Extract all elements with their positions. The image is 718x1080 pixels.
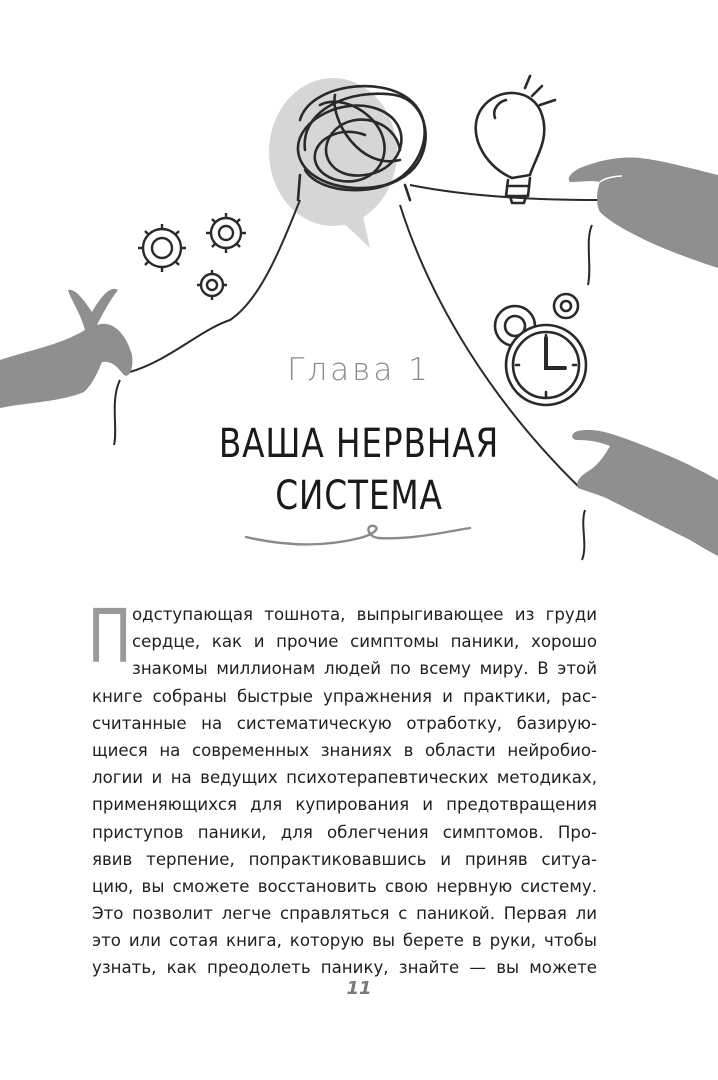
body-line: цию, вы сможете восстановить свою нервную систему. <box>92 876 597 896</box>
body-line: приступов паники, для облегчения симптомов. Про- <box>92 822 597 842</box>
body-line: сердце, как и прочие симптомы паники, хорошо <box>132 632 597 652</box>
chapter-title <box>65 418 654 522</box>
chapter-title-line-1: ВАША НЕРВНАЯ <box>218 421 500 467</box>
body-line: явив терпение, попрактиковавшись и приняв ситуа- <box>92 849 597 869</box>
lightbulb-icon <box>476 76 555 203</box>
body-line: книге собраны быстрые упражнения и практики, рас- <box>92 686 597 706</box>
body-line: логии и на ведущих психотерапевтических методиках, <box>92 768 597 788</box>
body-line: применяющихся для купирования и предотвращения <box>92 795 597 815</box>
page-number: 11 <box>346 978 372 999</box>
body-line: одступающая тошнота, выпрыгивающее из груди <box>132 605 597 624</box>
svg-text:П: П <box>87 593 132 680</box>
body-paragraph <box>92 601 597 982</box>
hand-left-icon <box>0 289 132 408</box>
clock-icon <box>495 294 586 405</box>
body-line: это или сотая книга, которую вы берете в руки, чтобы <box>92 931 597 951</box>
body-line: щиеся на современных знаниях в области нейробио- <box>92 740 597 760</box>
body-line: знакомы миллионам людей по всему миру. В этой <box>132 659 597 679</box>
body-line: узнать, как преодолеть панику, знайте — вы можете <box>92 958 597 978</box>
chapter-title-line-2: СИСТЕМА <box>275 473 443 519</box>
hand-top-right-icon <box>569 157 718 268</box>
body-line: считанные на систематическую отработку, базирую- <box>92 713 597 733</box>
body-line: Это позволит легче справляться с паникой. Первая ли <box>92 904 597 924</box>
squiggle-divider <box>246 526 470 545</box>
gears-icon <box>138 213 246 300</box>
chapter-label: Глава 1 <box>287 352 431 388</box>
